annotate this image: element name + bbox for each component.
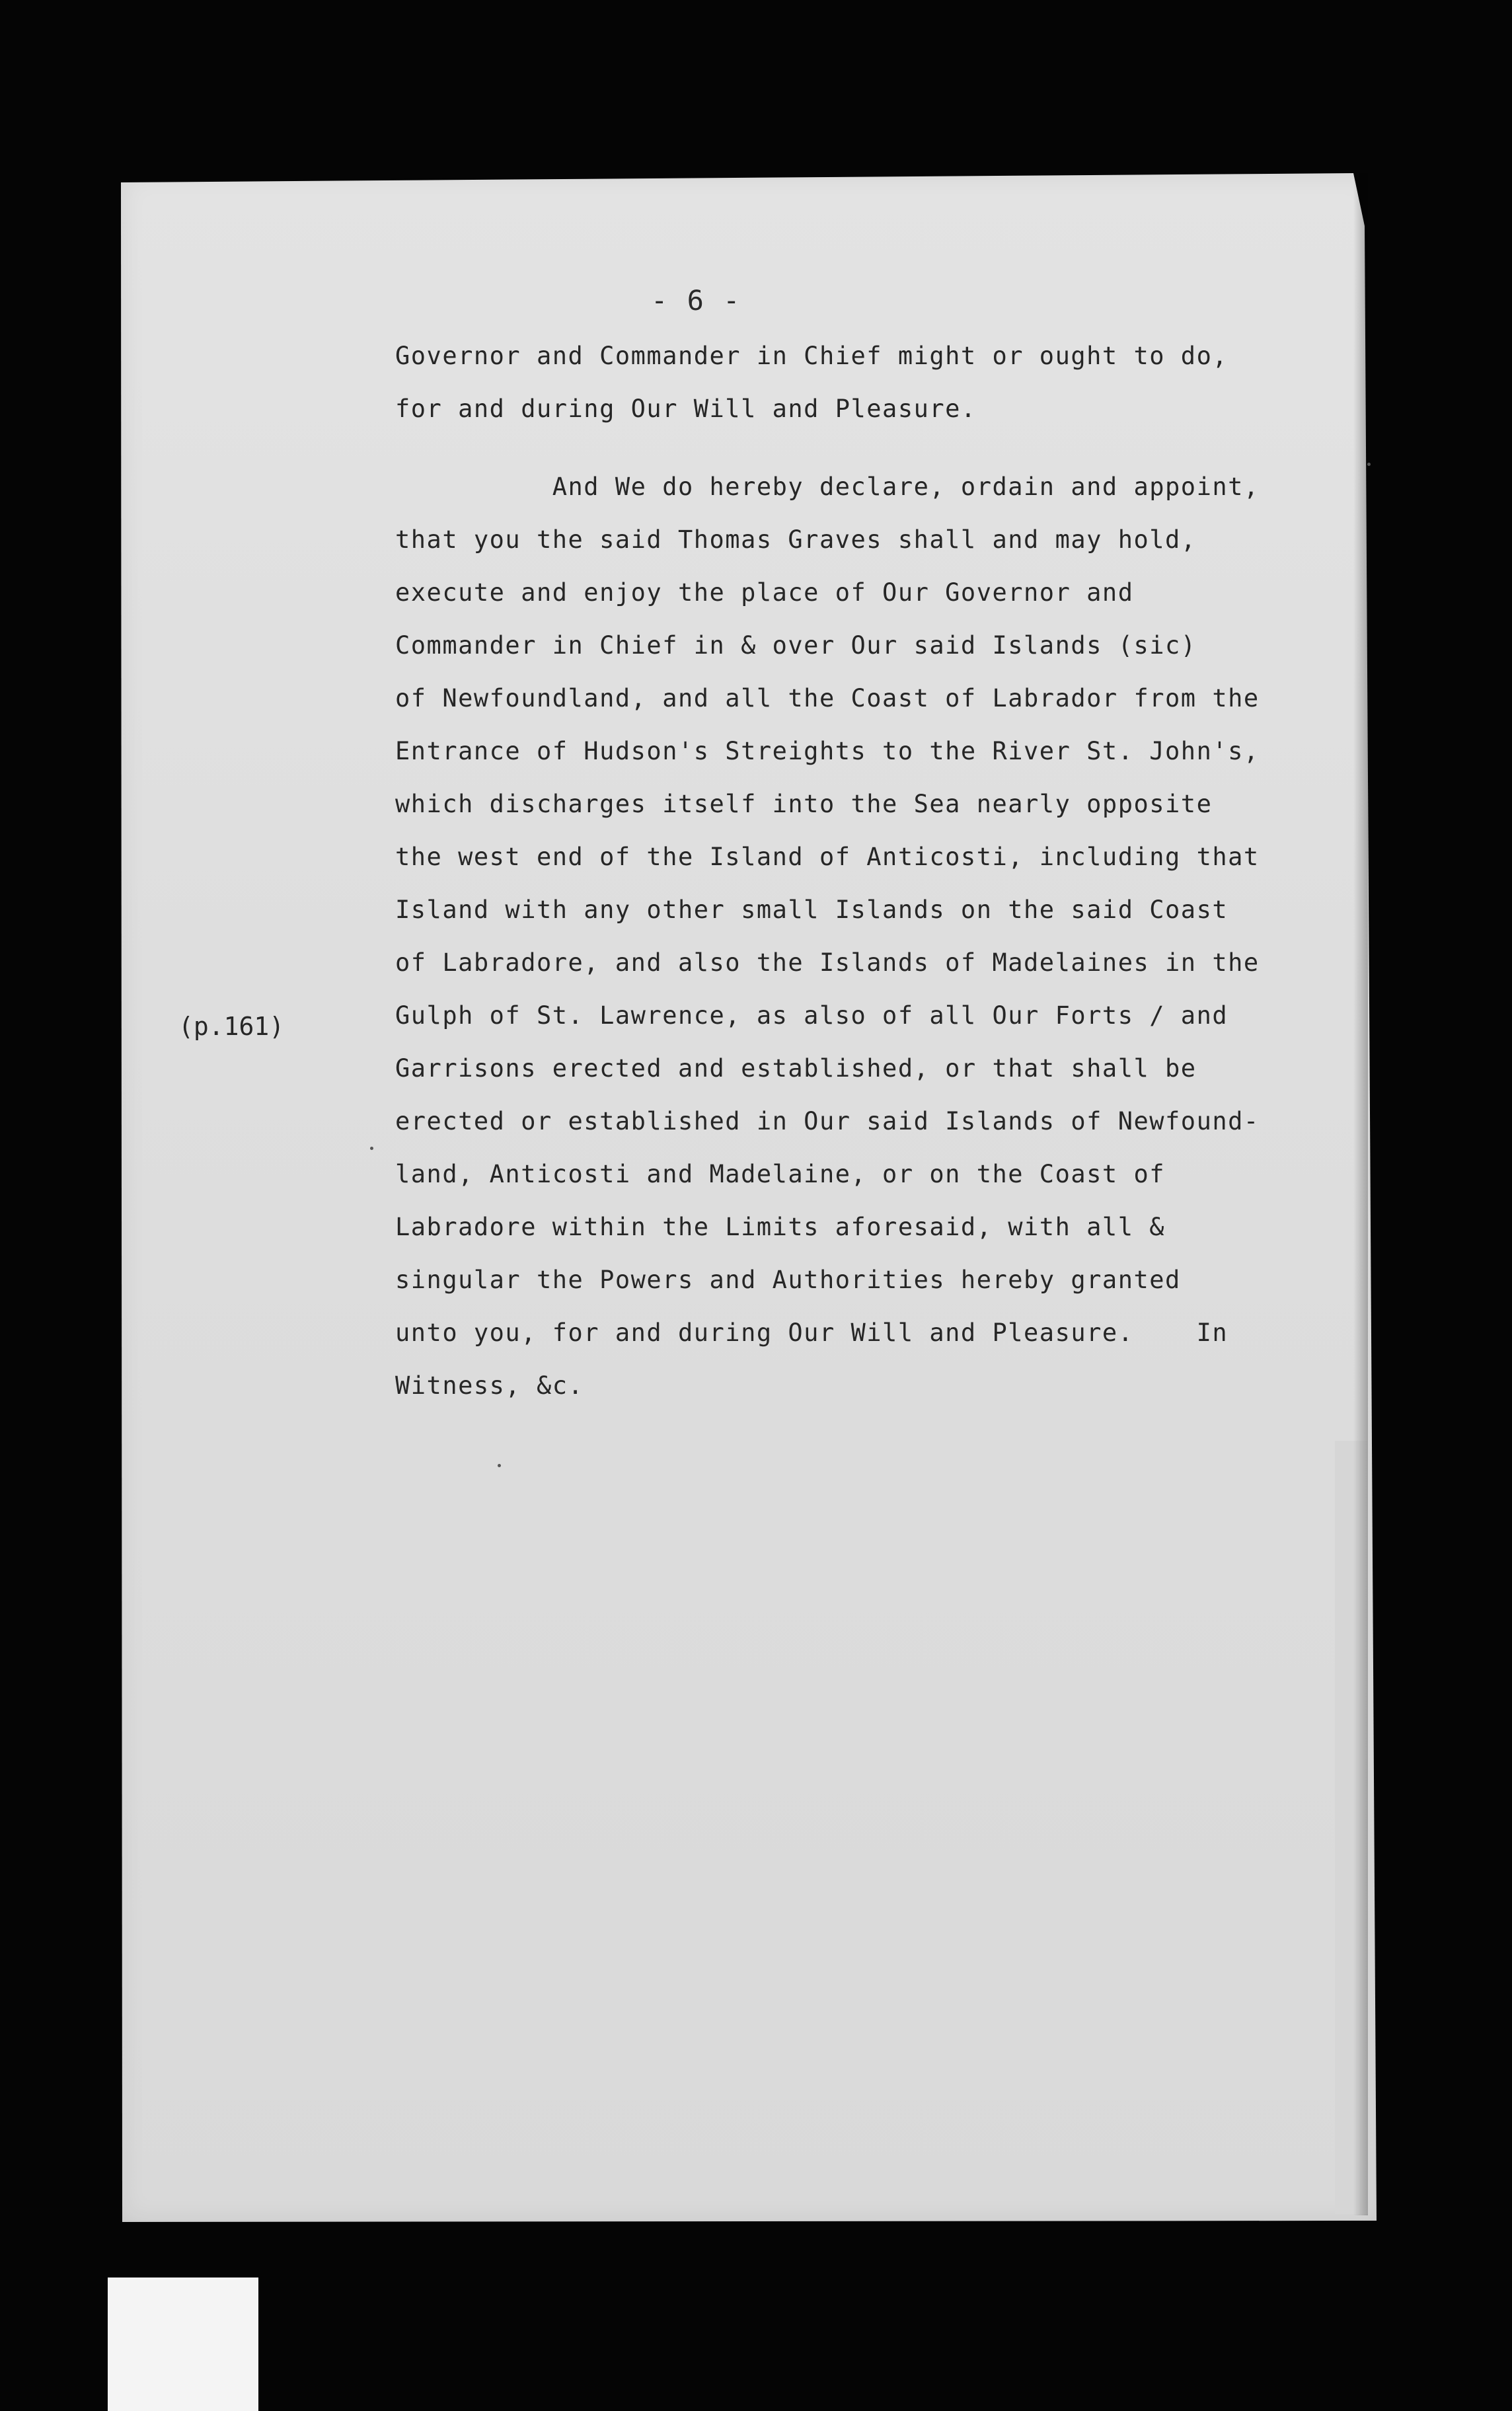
text-line: land, Anticosti and Madelaine, or on the Coast of — [395, 1160, 1166, 1188]
margin-page-reference: (p.161) — [178, 1012, 285, 1041]
text-line: And We do hereby declare, ordain and appoint, — [395, 473, 1260, 501]
text-line: that you the said Thomas Graves shall and may hold, — [395, 525, 1197, 554]
paper-speck — [1367, 463, 1371, 466]
text-line: Commander in Chief in & over Our said Islands (sic) — [395, 631, 1197, 660]
paper-speck — [498, 1464, 501, 1467]
page-number: - 6 - — [651, 284, 741, 317]
text-line: Entrance of Hudson's Streights to the River St. John's, — [395, 737, 1260, 765]
text-line: Witness, &c. — [395, 1371, 584, 1400]
text-line: unto you, for and during Our Will and Pleasure. In — [395, 1319, 1228, 1347]
text-line: the west end of the Island of Anticosti, including that — [395, 843, 1260, 871]
text-line: for and during Our Will and Pleasure. — [395, 395, 977, 423]
text-line: erected or established in Our said Islands of Newfound- — [395, 1107, 1260, 1135]
text-line: Gulph of St. Lawrence, as also of all Our Forts / and — [395, 1001, 1228, 1030]
archive-label-strip — [108, 2277, 258, 2411]
text-line: which discharges itself into the Sea nearly opposite — [395, 790, 1213, 818]
page-lower-edge — [1335, 1441, 1368, 2214]
text-line: Island with any other small Islands on the said Coast — [395, 896, 1228, 924]
text-line: Garrisons erected and established, or that shall be — [395, 1054, 1197, 1083]
text-line: Labradore within the Limits aforesaid, with all & — [395, 1213, 1166, 1241]
paper-speck — [370, 1147, 373, 1150]
text-line: execute and enjoy the place of Our Governor and — [395, 578, 1134, 607]
text-line: of Labradore, and also the Islands of Madelaines in the — [395, 948, 1260, 977]
text-line: singular the Powers and Authorities hereby granted — [395, 1266, 1181, 1294]
text-line: of Newfoundland, and all the Coast of Labrador from the — [395, 684, 1260, 712]
text-line: Governor and Commander in Chief might or ought to do, — [395, 342, 1228, 370]
